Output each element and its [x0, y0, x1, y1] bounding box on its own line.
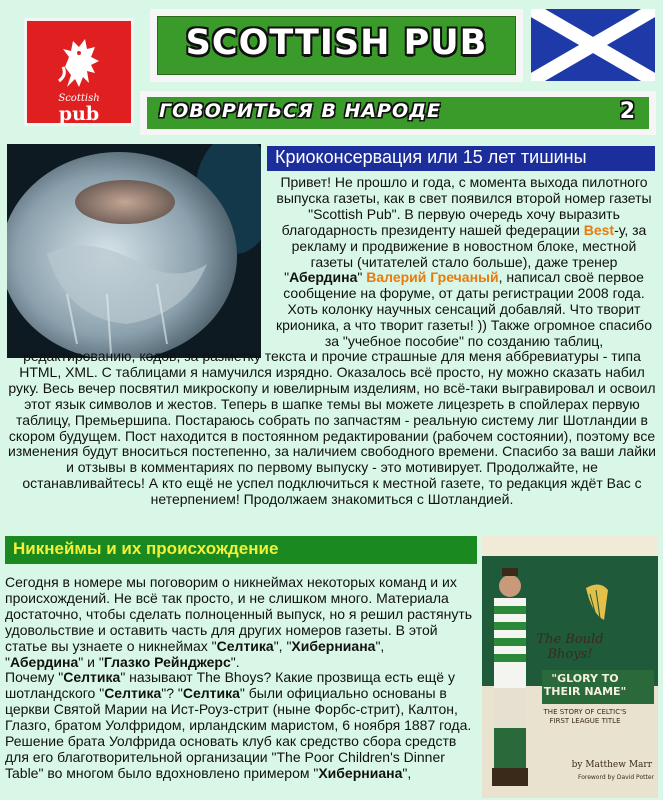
- logo-small-text: Scottish: [58, 93, 100, 104]
- book-story: THE STORY OF CELTIC'S FIRST LEAGUE TITLE: [543, 708, 627, 725]
- article1-text-top: Привет! Не прошло и года, с момента выхода пилотного выпуска газеты, как в свет появился второй номер газеты "Scottish Pub". В первую очередь хочу выразить благодарность президенту нашей федерации Best-у, за рекламу и продвижение в новостном блоке, местной газеты (читателей стало больше), даже тренер "Абердина" Валерий Гречаный, написал своё первое сообщение на форуме, от даты регистрации 2008 года. Хоть колонку научных сенсаций добавляй. Что творит крионика, а что творит газеты! )) Также огромное спасибо за "учебное пособие" по созданию таблиц,: [276, 174, 652, 350]
- article2-heading-bar: [5, 536, 477, 564]
- book-author: by Matthew Marr: [571, 760, 652, 770]
- celtic-name: Селтика: [216, 637, 274, 654]
- masthead-title: SCOTTISH PUB: [185, 23, 488, 63]
- masthead: [150, 9, 523, 82]
- book-subtitle: "GLORY TO THEIR NAME": [543, 672, 627, 698]
- article1-text-rest: редактированию, кодов, за разметку текста и прочие страшные для меня аббревиатуры - типа HTML, XML. С таблицами я намучился изрядно. Оказалось всё просто, ну можно сказать набил руку. Весь вечер посвятил микроскопу и ювелирным изделиям, но всё-таки выгравировал и освоил этот язык символов и жестов. Теперь в шапке темы вы можете лицезреть в спойлерах первую таблицу, Премьершипа. Постараюсь собрать по запчастям - реальную систему лиг Шотландии в скором будущем. Пост находится в постоянном редактировании (рабочем состоянии), поэтому все изменения будут вноситься постепенно, за наличием свободного времени. Спасибо за ваши лайки и отзывы в комментариях по первому выпуску - это мотивирует. Продолжайте, не останавливайтесь! А кто ещё не успел подключиться к местной газете, то редакция ждёт Вас с нетерпением! Продолжаем знакомиться с Шотландией.: [8, 348, 656, 508]
- saltire-flag-icon: [531, 9, 655, 81]
- logo: [24, 18, 134, 126]
- book-foreword: Foreword by David Potter: [577, 774, 654, 781]
- celtic-name: Селтика: [104, 685, 162, 702]
- article1-heading: Криоконсервация или 15 лет тишины: [275, 147, 587, 167]
- article1-heading-bar: [267, 146, 655, 171]
- aberdeen-name: Абердина: [9, 653, 79, 670]
- logo-big-text: pub: [58, 103, 100, 125]
- frozen-face-photo: [7, 144, 261, 358]
- hibernian-name: Хиберниана: [291, 637, 376, 654]
- hibernian-name: Хиберниана: [318, 764, 403, 781]
- lion-rampant-icon: [49, 31, 111, 93]
- best-name: Best: [583, 221, 615, 238]
- celtic-name: Селтика: [182, 685, 240, 702]
- celtic-name: Селтика: [63, 669, 121, 686]
- issue-number: 2: [619, 99, 635, 124]
- book-title: The Bould Bhoys!: [536, 632, 604, 662]
- book-cover: [482, 536, 658, 798]
- aberdeen-name: Абердина: [289, 269, 358, 286]
- rangers-name: Глазко Рейнджерс: [103, 653, 231, 670]
- section-bar: [140, 91, 656, 135]
- coach-name: Валерий Гречаный: [366, 269, 499, 286]
- article2-heading: Никнеймы и их происхождение: [13, 539, 279, 558]
- section-title: ГОВОРИТЬСЯ В НАРОДЕ: [159, 100, 442, 122]
- article2-text: Сегодня в номере мы поговорим о никнеймах некоторых команд и их происхождений. Не всё так просто, и не слишком много. Материала достаточно, чтобы сделать полноценный выпуск, но я решил растянуть удовольствие и оставить часть для других номеров газеты. В этой статье вы узнаете о никнеймах "Селтика", "Хиберниана", "Абердина" и "Глазко Рейнджерс". Почему "Селтика" называют The Bhoys? Какие прозвища есть ещё у шотландского "Селтика"? "Селтика" были официально основаны в церкви Святой Марии на Ист-Роуз-стрит (ныне Форбс-стрит), Калтон, Глазго, братом Уолфридом, ирландским маристом, 6 ноября 1887 года. Решение брата Уолфрида основать клуб как средство сбора средств для его благотворительной организации "The Poor Children's Dinner Table" во многом было вдохновлено примером "Хиберниана",: [5, 574, 473, 781]
